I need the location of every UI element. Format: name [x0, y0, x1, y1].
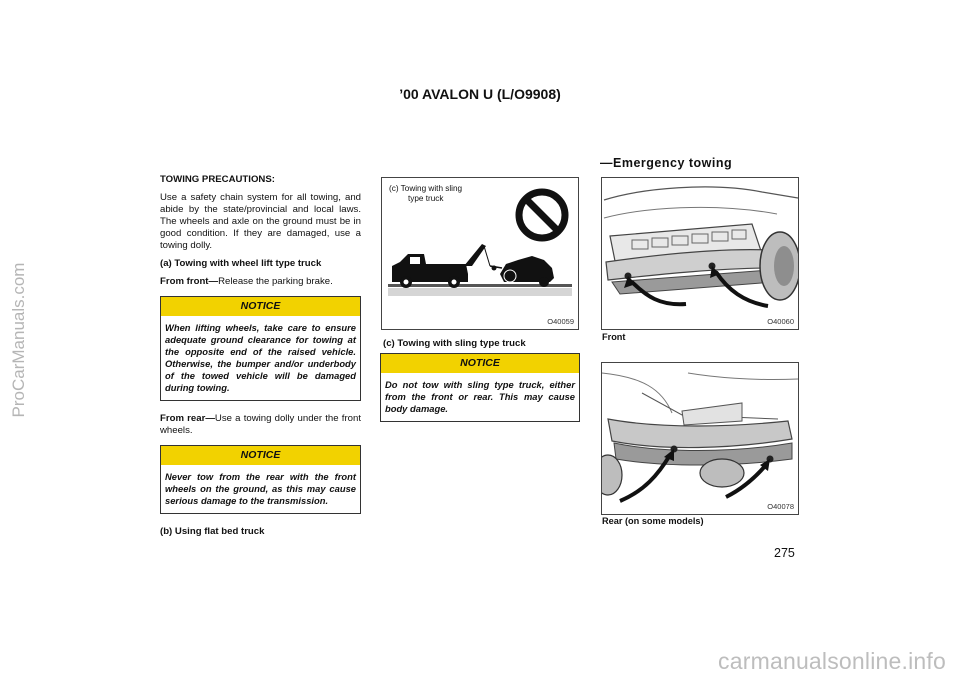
- page-number: 275: [774, 546, 795, 560]
- side-watermark: [6, 110, 32, 570]
- front-label: Front: [602, 332, 626, 342]
- rear-figure-id: O40078: [767, 502, 794, 511]
- document-title: ’00 AVALON U (L/O9908): [399, 86, 561, 102]
- towing-intro: Use a safety chain system for all towing, and abide by the state/provincial and local laws. The wheels and axle on the ground must be in good condition. If they are damaged, use a towing dolly.: [160, 192, 361, 251]
- subheading-b: (b) Using flat bed truck: [160, 526, 265, 537]
- rear-underside-illustration: [602, 363, 798, 514]
- from-front-paragraph: [160, 276, 361, 288]
- sling-figure-caption-line1: (c) Towing with sling: [389, 184, 463, 193]
- column-1: [160, 174, 361, 544]
- from-rear-text: Use a towing dolly under the front wheels.: [160, 413, 361, 436]
- from-front-label: From front—: [160, 276, 219, 287]
- from-rear-label: From rear—: [160, 413, 215, 424]
- from-front-text: Release the parking brake.: [218, 276, 333, 287]
- notice-text-2: Never tow from the rear with the front wheels on the ground, as this may cause serious damage to the transmission.: [165, 471, 356, 506]
- bottom-watermark: carmanualsonline.info: [718, 648, 946, 674]
- notice-text-1: When lifting wheels, take care to ensure adequate ground clearance for towing at the opposite end of the raised vehicle. Otherwise, the bumper and/or underbody of the towed vehicle will be damaged during towing.: [165, 322, 356, 393]
- section-title: —Emergency towing: [600, 156, 733, 170]
- from-rear-paragraph: [160, 413, 361, 437]
- notice-title-2: NOTICE: [161, 446, 360, 465]
- towed-car-icon: [500, 256, 554, 287]
- sling-truck-illustration: [382, 178, 578, 329]
- front-underside-illustration: [602, 178, 798, 329]
- notice-box-3: [380, 353, 580, 422]
- sling-truck-figure: [381, 177, 579, 330]
- subheading-a: (a) Towing with wheel lift type truck: [160, 258, 322, 269]
- towing-precautions-heading: TOWING PRECAUTIONS:: [160, 174, 275, 185]
- notice-box-2: [160, 445, 361, 514]
- prohibition-icon: [519, 192, 565, 238]
- notice-box-1: [160, 296, 361, 401]
- rear-towing-figure: [601, 362, 799, 515]
- sling-figure-id: O40059: [547, 317, 574, 326]
- sling-figure-caption-line2: type truck: [408, 194, 444, 203]
- side-watermark-text: ProCarManuals.com: [9, 262, 28, 418]
- notice-title-3: NOTICE: [381, 354, 579, 373]
- rear-label: Rear (on some models): [602, 516, 704, 526]
- notice-title-1: NOTICE: [161, 297, 360, 316]
- tow-truck-icon: [392, 244, 502, 288]
- front-towing-figure: [601, 177, 799, 330]
- sling-caption: (c) Towing with sling type truck: [383, 338, 526, 349]
- front-figure-id: O40060: [767, 317, 794, 326]
- notice-text-3: Do not tow with sling type truck, either from the front or rear. This may cause body damage.: [385, 379, 575, 414]
